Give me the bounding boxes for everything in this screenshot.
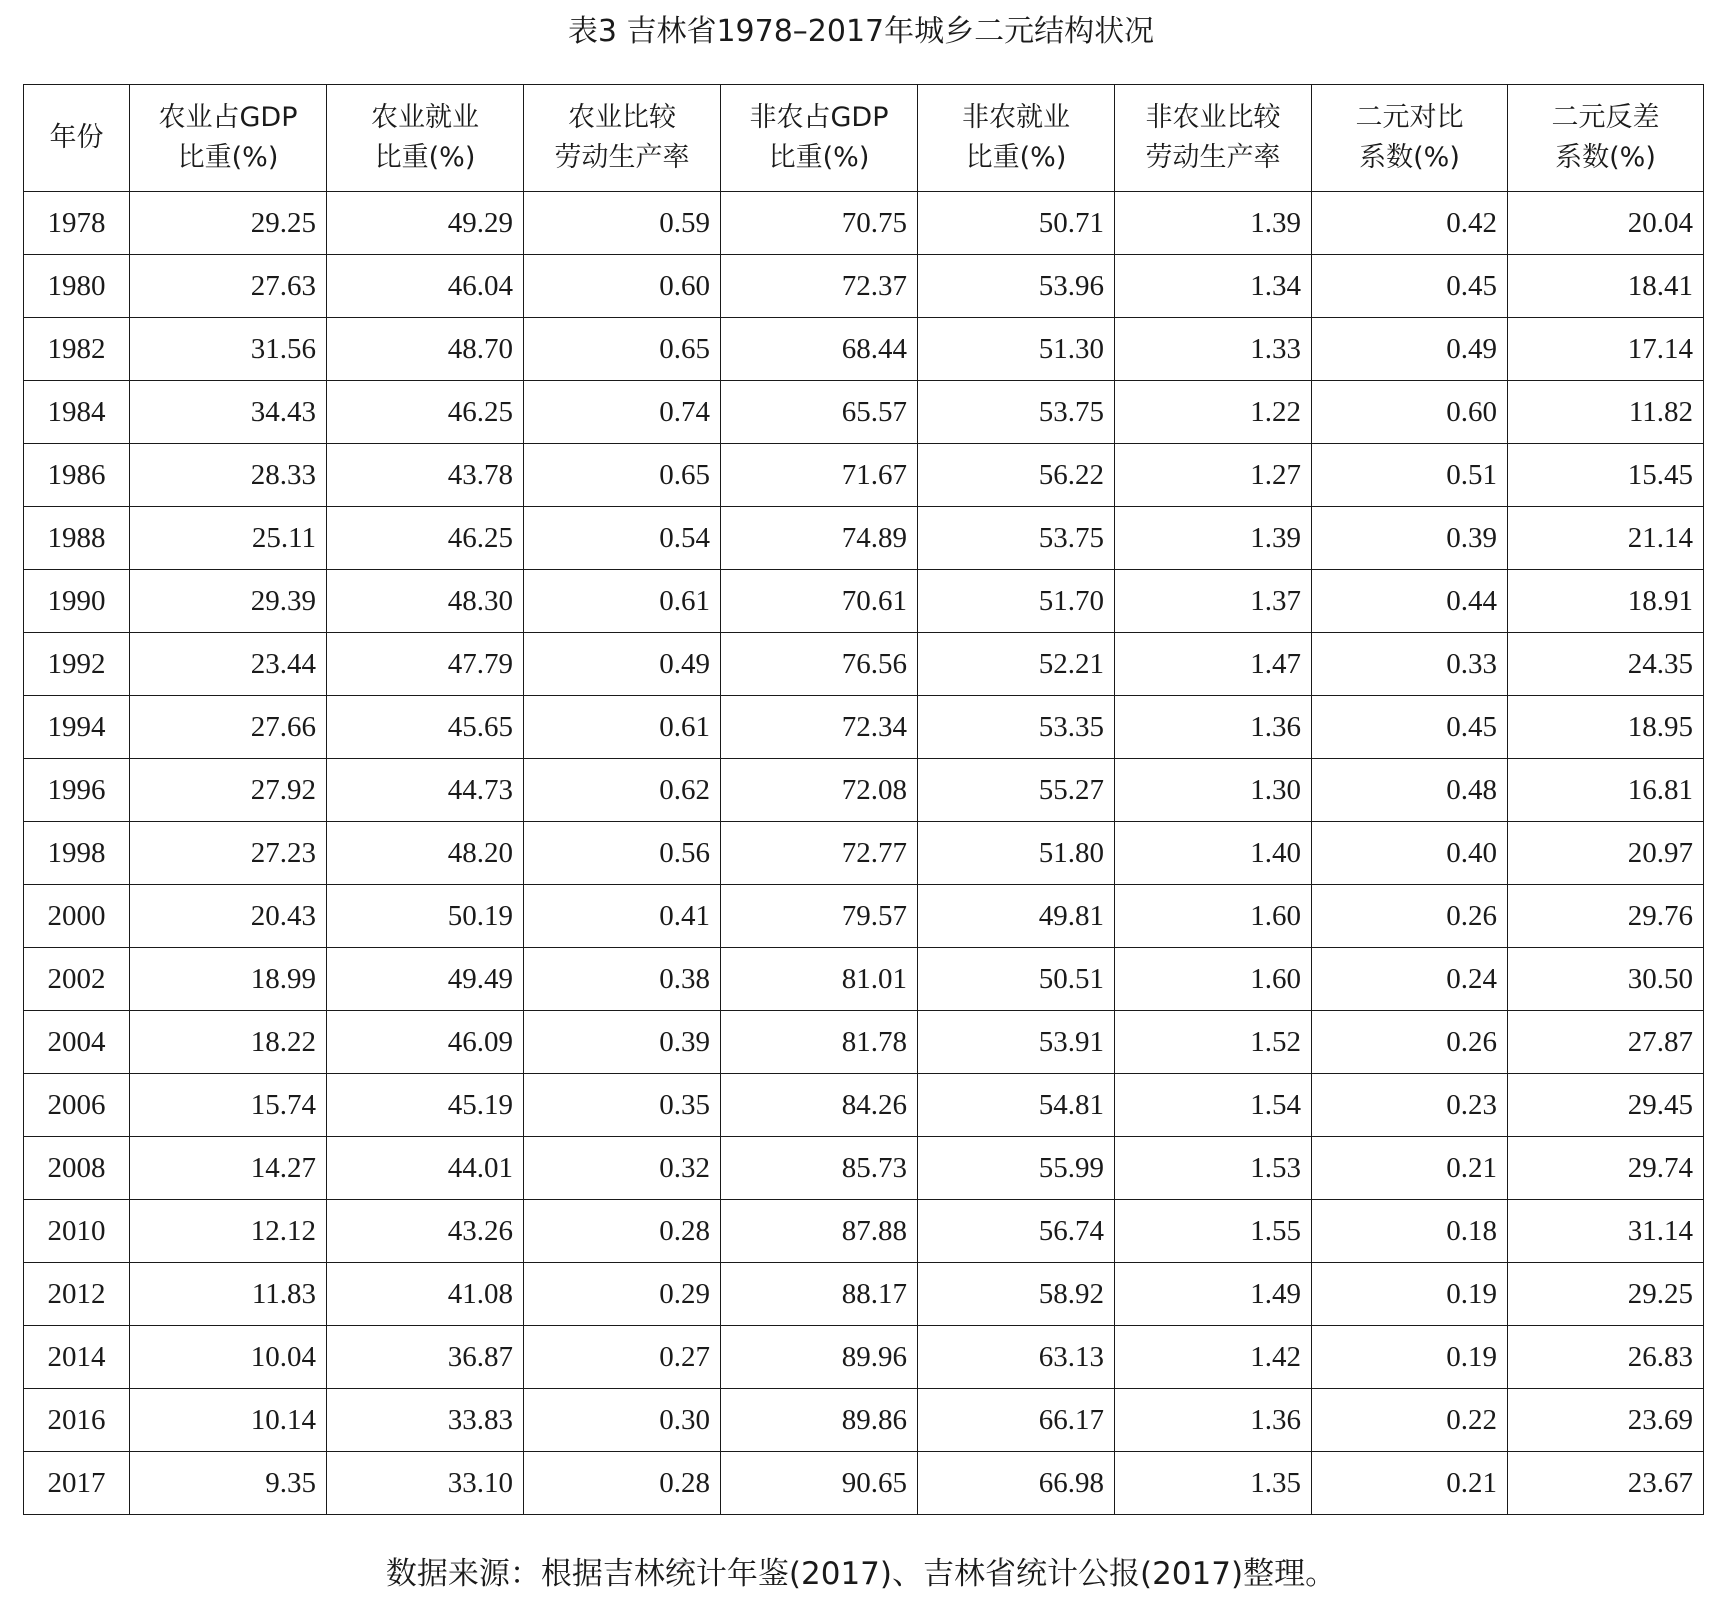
value-cell: 0.39 — [1312, 507, 1508, 570]
value-cell: 0.18 — [1312, 1200, 1508, 1263]
value-cell: 31.56 — [130, 318, 327, 381]
value-cell: 76.56 — [721, 633, 918, 696]
value-cell: 0.40 — [1312, 822, 1508, 885]
value-cell: 0.23 — [1312, 1074, 1508, 1137]
value-cell: 34.43 — [130, 381, 327, 444]
table-row — [24, 1074, 1704, 1137]
table-body — [24, 192, 1704, 1515]
value-cell: 54.81 — [918, 1074, 1115, 1137]
value-cell: 53.75 — [918, 507, 1115, 570]
value-cell: 49.29 — [327, 192, 524, 255]
value-cell: 25.11 — [130, 507, 327, 570]
value-cell: 21.14 — [1508, 507, 1704, 570]
year-cell: 1982 — [24, 318, 130, 381]
value-cell: 31.14 — [1508, 1200, 1704, 1263]
value-cell: 0.24 — [1312, 948, 1508, 1011]
column-header-line1: 非农业比较 — [1145, 102, 1281, 133]
column-header-line2: 劳动生产率 — [554, 142, 690, 173]
value-cell: 24.35 — [1508, 633, 1704, 696]
column-header-line1: 年份 — [49, 122, 104, 153]
value-cell: 1.36 — [1115, 696, 1312, 759]
value-cell: 29.74 — [1508, 1137, 1704, 1200]
value-cell: 48.30 — [327, 570, 524, 633]
value-cell: 1.52 — [1115, 1011, 1312, 1074]
value-cell: 0.26 — [1312, 1011, 1508, 1074]
table-row — [24, 1263, 1704, 1326]
column-header — [524, 85, 721, 192]
table-row — [24, 948, 1704, 1011]
column-header — [1115, 85, 1312, 192]
value-cell: 0.61 — [524, 570, 721, 633]
value-cell: 0.35 — [524, 1074, 721, 1137]
value-cell: 17.14 — [1508, 318, 1704, 381]
value-cell: 0.65 — [524, 318, 721, 381]
column-header-line1: 二元对比 — [1355, 102, 1464, 133]
value-cell: 0.49 — [1312, 318, 1508, 381]
value-cell: 27.87 — [1508, 1011, 1704, 1074]
value-cell: 58.92 — [918, 1263, 1115, 1326]
value-cell: 0.39 — [524, 1011, 721, 1074]
value-cell: 1.40 — [1115, 822, 1312, 885]
value-cell: 88.17 — [721, 1263, 918, 1326]
table-row — [24, 1137, 1704, 1200]
column-header-line1: 二元反差 — [1551, 102, 1660, 133]
table-row — [24, 1452, 1704, 1515]
value-cell: 1.39 — [1115, 192, 1312, 255]
column-header-line2: 比重(%) — [768, 142, 870, 173]
year-cell: 1986 — [24, 444, 130, 507]
value-cell: 27.23 — [130, 822, 327, 885]
year-cell: 1988 — [24, 507, 130, 570]
table-row — [24, 1389, 1704, 1452]
column-header — [24, 85, 130, 192]
value-cell: 0.56 — [524, 822, 721, 885]
year-cell: 1990 — [24, 570, 130, 633]
source-note: 数据来源：根据吉林统计年鉴(2017)、吉林省统计公报(2017)整理。 — [385, 1556, 1337, 1592]
value-cell: 27.92 — [130, 759, 327, 822]
year-cell: 2010 — [24, 1200, 130, 1263]
value-cell: 1.33 — [1115, 318, 1312, 381]
value-cell: 1.49 — [1115, 1263, 1312, 1326]
value-cell: 0.45 — [1312, 696, 1508, 759]
value-cell: 47.79 — [327, 633, 524, 696]
table-row — [24, 633, 1704, 696]
value-cell: 1.54 — [1115, 1074, 1312, 1137]
year-cell: 1984 — [24, 381, 130, 444]
value-cell: 0.19 — [1312, 1326, 1508, 1389]
value-cell: 68.44 — [721, 318, 918, 381]
value-cell: 0.30 — [524, 1389, 721, 1452]
value-cell: 11.82 — [1508, 381, 1704, 444]
value-cell: 89.96 — [721, 1326, 918, 1389]
table-row — [24, 885, 1704, 948]
table-row — [24, 318, 1704, 381]
value-cell: 53.96 — [918, 255, 1115, 318]
value-cell: 14.27 — [130, 1137, 327, 1200]
value-cell: 48.20 — [327, 822, 524, 885]
value-cell: 74.89 — [721, 507, 918, 570]
value-cell: 0.21 — [1312, 1137, 1508, 1200]
table-row — [24, 192, 1704, 255]
value-cell: 51.70 — [918, 570, 1115, 633]
value-cell: 53.35 — [918, 696, 1115, 759]
value-cell: 48.70 — [327, 318, 524, 381]
value-cell: 81.01 — [721, 948, 918, 1011]
value-cell: 18.99 — [130, 948, 327, 1011]
value-cell: 20.43 — [130, 885, 327, 948]
value-cell: 9.35 — [130, 1452, 327, 1515]
value-cell: 1.39 — [1115, 507, 1312, 570]
value-cell: 0.60 — [1312, 381, 1508, 444]
value-cell: 0.60 — [524, 255, 721, 318]
value-cell: 20.97 — [1508, 822, 1704, 885]
table-row — [24, 759, 1704, 822]
year-cell: 2016 — [24, 1389, 130, 1452]
value-cell: 0.45 — [1312, 255, 1508, 318]
column-header-line2: 比重(%) — [965, 142, 1067, 173]
table-row — [24, 1200, 1704, 1263]
value-cell: 16.81 — [1508, 759, 1704, 822]
value-cell: 28.33 — [130, 444, 327, 507]
value-cell: 18.91 — [1508, 570, 1704, 633]
column-header-line2: 比重(%) — [374, 142, 476, 173]
value-cell: 72.77 — [721, 822, 918, 885]
value-cell: 30.50 — [1508, 948, 1704, 1011]
value-cell: 29.76 — [1508, 885, 1704, 948]
value-cell: 50.19 — [327, 885, 524, 948]
value-cell: 51.80 — [918, 822, 1115, 885]
value-cell: 65.57 — [721, 381, 918, 444]
column-header-line2: 比重(%) — [177, 142, 279, 173]
value-cell: 18.22 — [130, 1011, 327, 1074]
value-cell: 0.19 — [1312, 1263, 1508, 1326]
value-cell: 49.81 — [918, 885, 1115, 948]
value-cell: 23.44 — [130, 633, 327, 696]
value-cell: 23.69 — [1508, 1389, 1704, 1452]
value-cell: 66.17 — [918, 1389, 1115, 1452]
value-cell: 72.08 — [721, 759, 918, 822]
value-cell: 55.27 — [918, 759, 1115, 822]
column-header — [721, 85, 918, 192]
value-cell: 89.86 — [721, 1389, 918, 1452]
value-cell: 1.53 — [1115, 1137, 1312, 1200]
year-cell: 2000 — [24, 885, 130, 948]
value-cell: 1.37 — [1115, 570, 1312, 633]
value-cell: 46.25 — [327, 507, 524, 570]
value-cell: 45.65 — [327, 696, 524, 759]
column-header-line2: 系数(%) — [1555, 142, 1656, 173]
value-cell: 1.36 — [1115, 1389, 1312, 1452]
table-row — [24, 570, 1704, 633]
value-cell: 50.51 — [918, 948, 1115, 1011]
value-cell: 53.91 — [918, 1011, 1115, 1074]
value-cell: 0.42 — [1312, 192, 1508, 255]
value-cell: 29.39 — [130, 570, 327, 633]
value-cell: 90.65 — [721, 1452, 918, 1515]
year-cell: 2008 — [24, 1137, 130, 1200]
value-cell: 33.10 — [327, 1452, 524, 1515]
year-cell: 1996 — [24, 759, 130, 822]
value-cell: 84.26 — [721, 1074, 918, 1137]
value-cell: 1.60 — [1115, 948, 1312, 1011]
value-cell: 53.75 — [918, 381, 1115, 444]
value-cell: 27.66 — [130, 696, 327, 759]
value-cell: 50.71 — [918, 192, 1115, 255]
value-cell: 72.34 — [721, 696, 918, 759]
value-cell: 18.41 — [1508, 255, 1704, 318]
value-cell: 51.30 — [918, 318, 1115, 381]
year-cell: 2006 — [24, 1074, 130, 1137]
value-cell: 55.99 — [918, 1137, 1115, 1200]
value-cell: 29.25 — [1508, 1263, 1704, 1326]
value-cell: 66.98 — [918, 1452, 1115, 1515]
value-cell: 0.26 — [1312, 885, 1508, 948]
value-cell: 0.28 — [524, 1200, 721, 1263]
column-header-line2: 系数(%) — [1359, 142, 1460, 173]
value-cell: 29.45 — [1508, 1074, 1704, 1137]
value-cell: 0.59 — [524, 192, 721, 255]
value-cell: 41.08 — [327, 1263, 524, 1326]
column-header-line1: 农业比较 — [568, 102, 676, 133]
value-cell: 26.83 — [1508, 1326, 1704, 1389]
table-row — [24, 1011, 1704, 1074]
column-header — [918, 85, 1115, 192]
value-cell: 36.87 — [327, 1326, 524, 1389]
value-cell: 23.67 — [1508, 1452, 1704, 1515]
value-cell: 0.61 — [524, 696, 721, 759]
value-cell: 49.49 — [327, 948, 524, 1011]
value-cell: 1.55 — [1115, 1200, 1312, 1263]
value-cell: 46.04 — [327, 255, 524, 318]
value-cell: 12.12 — [130, 1200, 327, 1263]
year-cell: 1978 — [24, 192, 130, 255]
value-cell: 87.88 — [721, 1200, 918, 1263]
value-cell: 45.19 — [327, 1074, 524, 1137]
table-header — [24, 85, 1704, 192]
value-cell: 0.28 — [524, 1452, 721, 1515]
value-cell: 0.32 — [524, 1137, 721, 1200]
column-header — [1312, 85, 1508, 192]
column-header-line1: 非农占GDP — [749, 102, 889, 133]
value-cell: 44.01 — [327, 1137, 524, 1200]
value-cell: 20.04 — [1508, 192, 1704, 255]
value-cell: 1.27 — [1115, 444, 1312, 507]
column-header-line1: 农业占GDP — [158, 102, 298, 133]
value-cell: 0.22 — [1312, 1389, 1508, 1452]
value-cell: 27.63 — [130, 255, 327, 318]
value-cell: 0.44 — [1312, 570, 1508, 633]
year-cell: 1994 — [24, 696, 130, 759]
year-cell: 1992 — [24, 633, 130, 696]
value-cell: 46.09 — [327, 1011, 524, 1074]
value-cell: 52.21 — [918, 633, 1115, 696]
value-cell: 0.48 — [1312, 759, 1508, 822]
year-cell: 2004 — [24, 1011, 130, 1074]
value-cell: 70.61 — [721, 570, 918, 633]
table-row — [24, 444, 1704, 507]
value-cell: 1.34 — [1115, 255, 1312, 318]
value-cell: 1.42 — [1115, 1326, 1312, 1389]
column-header — [327, 85, 524, 192]
value-cell: 0.27 — [524, 1326, 721, 1389]
value-cell: 10.14 — [130, 1389, 327, 1452]
column-header — [1508, 85, 1704, 192]
column-header — [130, 85, 327, 192]
table-row — [24, 822, 1704, 885]
value-cell: 0.41 — [524, 885, 721, 948]
value-cell: 63.13 — [918, 1326, 1115, 1389]
value-cell: 11.83 — [130, 1263, 327, 1326]
value-cell: 33.83 — [327, 1389, 524, 1452]
column-header-line1: 非农就业 — [962, 102, 1070, 133]
value-cell: 0.62 — [524, 759, 721, 822]
column-header-line1: 农业就业 — [371, 102, 479, 133]
data-table — [23, 84, 1704, 1515]
value-cell: 79.57 — [721, 885, 918, 948]
value-cell: 56.22 — [918, 444, 1115, 507]
value-cell: 71.67 — [721, 444, 918, 507]
value-cell: 43.78 — [327, 444, 524, 507]
value-cell: 46.25 — [327, 381, 524, 444]
value-cell: 10.04 — [130, 1326, 327, 1389]
value-cell: 0.38 — [524, 948, 721, 1011]
year-cell: 2017 — [24, 1452, 130, 1515]
value-cell: 15.74 — [130, 1074, 327, 1137]
value-cell: 56.74 — [918, 1200, 1115, 1263]
table-row — [24, 381, 1704, 444]
value-cell: 0.51 — [1312, 444, 1508, 507]
value-cell: 0.65 — [524, 444, 721, 507]
value-cell: 0.29 — [524, 1263, 721, 1326]
table-caption: 表3 吉林省1978–2017年城乡二元结构状况 — [567, 14, 1155, 49]
header-row — [24, 85, 1704, 192]
value-cell: 85.73 — [721, 1137, 918, 1200]
year-cell: 2012 — [24, 1263, 130, 1326]
year-cell: 2002 — [24, 948, 130, 1011]
value-cell: 81.78 — [721, 1011, 918, 1074]
value-cell: 1.35 — [1115, 1452, 1312, 1515]
value-cell: 0.21 — [1312, 1452, 1508, 1515]
table-row — [24, 507, 1704, 570]
value-cell: 0.49 — [524, 633, 721, 696]
value-cell: 29.25 — [130, 192, 327, 255]
value-cell: 43.26 — [327, 1200, 524, 1263]
table-row — [24, 1326, 1704, 1389]
value-cell: 1.47 — [1115, 633, 1312, 696]
value-cell: 70.75 — [721, 192, 918, 255]
table-row — [24, 255, 1704, 318]
value-cell: 15.45 — [1508, 444, 1704, 507]
value-cell: 1.30 — [1115, 759, 1312, 822]
value-cell: 18.95 — [1508, 696, 1704, 759]
value-cell: 0.54 — [524, 507, 721, 570]
year-cell: 1980 — [24, 255, 130, 318]
column-header-line2: 劳动生产率 — [1145, 142, 1281, 173]
value-cell: 72.37 — [721, 255, 918, 318]
year-cell: 1998 — [24, 822, 130, 885]
value-cell: 0.74 — [524, 381, 721, 444]
value-cell: 1.60 — [1115, 885, 1312, 948]
year-cell: 2014 — [24, 1326, 130, 1389]
value-cell: 0.33 — [1312, 633, 1508, 696]
table-row — [24, 696, 1704, 759]
value-cell: 44.73 — [327, 759, 524, 822]
value-cell: 1.22 — [1115, 381, 1312, 444]
